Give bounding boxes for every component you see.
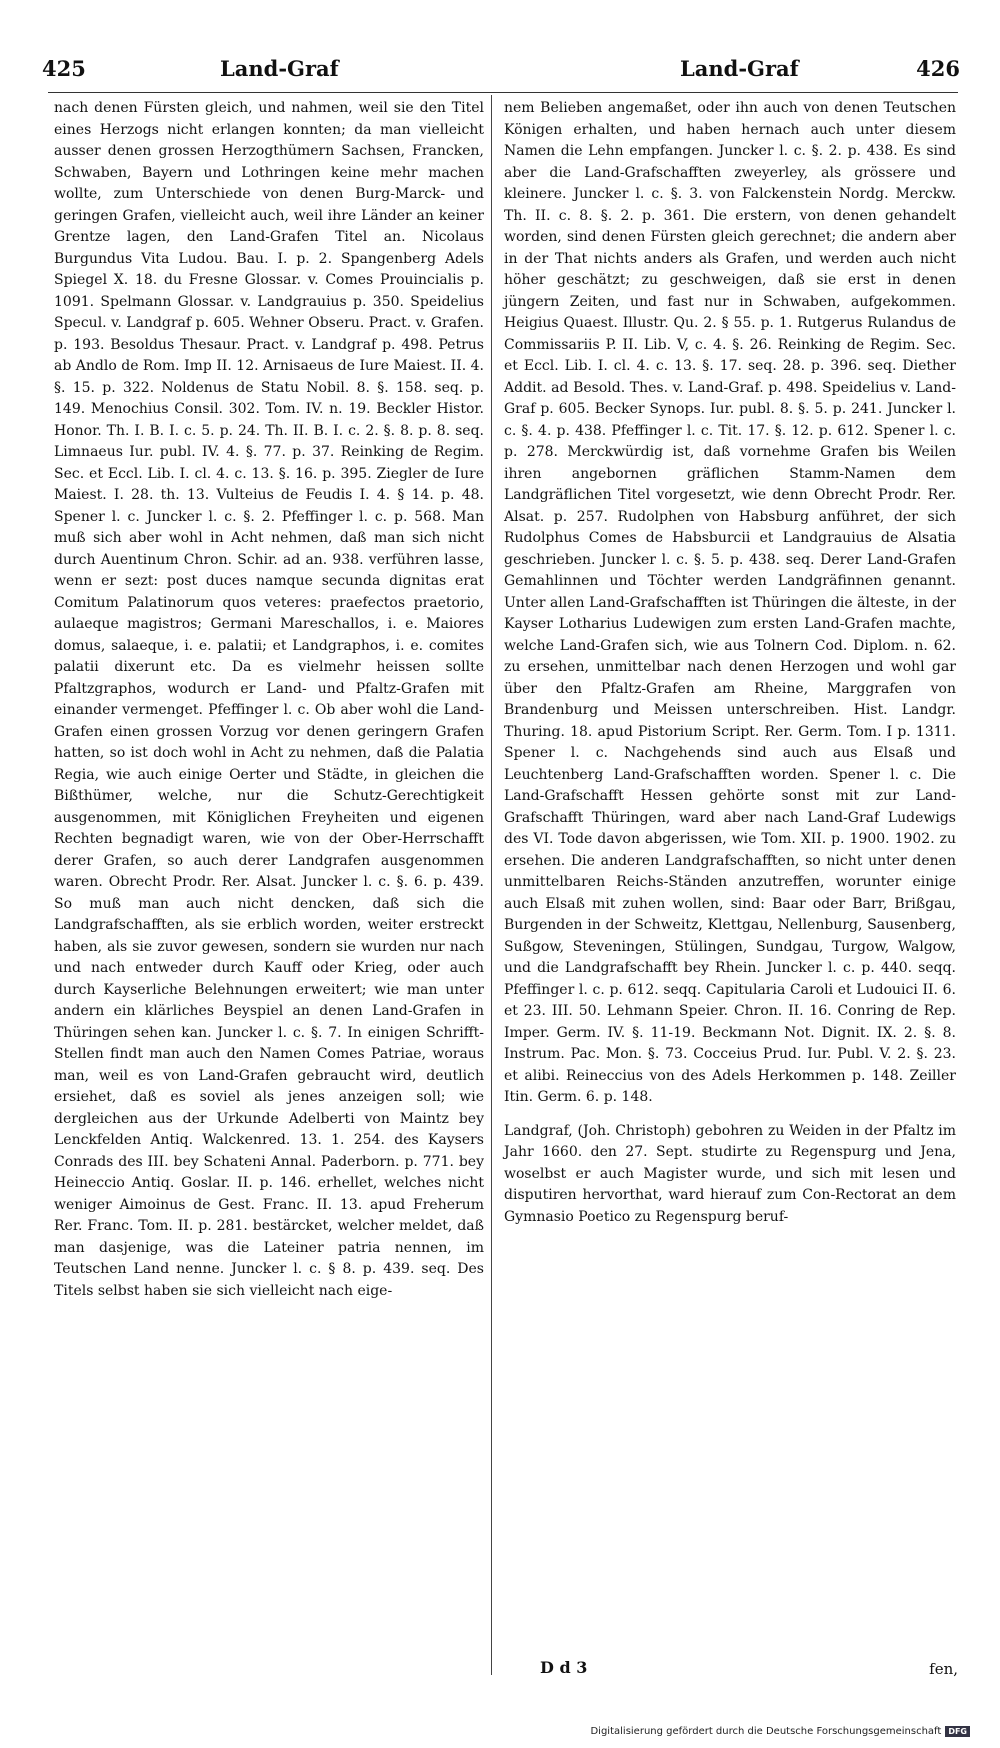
column-divider xyxy=(491,95,492,1675)
right-column xyxy=(504,98,956,1228)
right-column-text: nem Belieben angemaßet, oder ihn auch von denen Teutschen Königen erhalten, und haben hernach auch unter diesem Namen die Lehn empfangen. Juncker l. c. §. 2. p. 438. Es sind aber die Land-Grafschafften zweyerley, als grössere und kleinere. Juncker l. c. §. 3. von Falckenstein Nordg. Merckw. Th. II. c. 8. §. 2. p. 361. Die erstern, von denen gehandelt worden, sind denen Fürsten gleich gerechnet; die andern aber in der That nichts anders als Grafen, und werden auch nicht höher geschätzt; zu geschweigen, daß sie erst in denen jüngern Zeiten, und fast nur in Schwaben, aufgekommen. Heigius Quaest. Illustr. Qu. 2. § 55. p. 1. Rutgerus Rulandus de Commissariis P. II. Lib. V, c. 4. §. 26. Reinking de Regim. Sec. et Eccl. Lib. I. cl. 4. c. 13. §. 17. seq. 28. p. 396. seq. Diether Addit. ad Besold. Thes. v. Land-Graf. p. 498. Speidelius v. Land-Graf p. 605. Becker Synops. Iur. publ. 8. §. 5. p. 241. Juncker l. c. §. 4. p. 438. Pfeffinger l. c. Tit. 17. §. 12. p. 612. Spener l. c. p. 278. Merckwürdig ist, daß vornehme Grafen bis Weilen ihren angebornen gräflichen Stamm-Namen dem Landgräflichen Titel vorgesetzt, wie denn Obrecht Prodr. Rer. Alsat. p. 257. Rudolphen von Habsburg anführet, der sich Rudolphus Comes de Habsburcii et Landgrauius de Alsatia geschrieben. Juncker l. c. §. 5. p. 438. seq. Derer Land-Grafen Gemahlinnen und Töchter werden Landgräfinnen genannt. Unter allen Land-Grafschafften ist Thüringen die älteste, in der Kayser Lotharius Ludewigen zum ersten Land-Grafen machte, welche Land-Grafen sich, wie aus Tolnern Cod. Diplom. n. 62. zu ersehen, unmittelbar nach denen Herzogen und wohl gar über den Pfaltz-Grafen am Rheine, Marggrafen von Brandenburg und Meissen unterschreiben. Hist. Landgr. Thuring. 18. apud Pistorium Script. Rer. Germ. Tom. I p. 1311. Spener l. c. Nachgehends sind auch aus Elsaß und Leuchtenberg Land-Grafschafften worden. Spener l. c. Die Land-Grafschafft Hessen gehörte sonst mit zur Land-Grafschafft Thüringen, ward aber nach Land-Graf Ludewigs des VI. Tode davon abgerissen, wie Tom. XII. p. 1900. 1902. zu ersehen. Die anderen Landgrafschafften, so nicht unter denen unmittelbaren Reichs-Ständen anzutreffen, worunter einige auch Elsaß mit zuhen wollen, sind: Baar oder Barr, Brißgau, Burgenden in der Schweitz, Klettgau, Nellenburg, Sausenberg, Sußgow, Steveningen, Stülingen, Sundgau, Turgow, Walgow, und die Landgrafschafft bey Rhein. Juncker l. c. p. 440. seqq. Pfeffinger l. c. p. 612. seqq. Capitularia Caroli et Ludouici II. 6. et 23. III. 50. Lehmann Speier. Chron. II. 16. Conring de Rep. Imper. Germ. IV. §. 11-19. Beckmann Not. Dignit. IX. 2. §. 8. Instrum. Pac. Mon. §. 73. Cocceius Prud. Iur. Publ. V. 2. §. 23. et alibi. Reineccius von des Adels Herkommen p. 148. Zeiller Itin. Germ. 6. p. 148. xyxy=(504,100,956,1105)
page-number-right: 426 xyxy=(916,56,960,81)
dfg-logo: DFG xyxy=(945,1726,970,1737)
left-column-text: nach denen Fürsten gleich, und nahmen, weil sie den Titel eines Herzogs nicht erlangen konnten; da man vielleicht ausser denen grossen Herzogthümern Sachsen, Francken, Schwaben, Bayern und Lothringen keine mehr machen wollte, zum Unterschiede von denen Burg-Marck- und geringen Grafen, vielleicht auch, weil ihre Länder an keiner Grentze lagen, den Land-Grafen Titel an. Nicolaus Burgundus Vita Ludou. Bau. I. p. 2. Spangenberg Adels Spiegel X. 18. du Fresne Glossar. v. Comes Prouincialis p. 1091. Spelmann Glossar. v. Landgrauius p. 350. Speidelius Specul. v. Landgraf p. 605. Wehner Obseru. Pract. v. Grafen. p. 193. Besoldus Thesaur. Pract. v. Landgraf p. 498. Petrus ab Andlo de Rom. Imp II. 12. Arnisaeus de Iure Maiest. II. 4. §. 15. p. 322. Noldenus de Statu Nobil. 8. §. 158. seq. p. 149. Menochius Consil. 302. Tom. IV. n. 19. Beckler Histor. Honor. Th. I. B. I. c. 5. p. 24. Th. II. B. I. c. 2. §. 8. p. 8. seq. Limnaeus Iur. publ. IV. 4. §. 77. p. 37. Reinking de Regim. Sec. et Eccl. Lib. I. cl. 4. c. 13. §. 16. p. 395. Ziegler de Iure Maiest. I. 28. th. 13. Vulteius de Feudis I. 4. § 14. p. 48. Spener l. c. Juncker l. c. §. 2. Pfeffinger l. c. p. 568. Man muß sich aber wohl in Acht nehmen, daß man sich nicht durch Auentinum Chron. Schir. ad an. 938. verführen lasse, wenn er sezt: post duces namque secunda dignitas erat Comitum Palatinorum quos veteres: praefectos praetorio, aulaeque magistros; Germani Mareschallos, i. e. Maiores domus, salaeque, i. e. palatii; et Landgraphos, i. e. comites palatii dixerunt etc. Da es vielmehr heissen sollte Pfaltzgraphos, wodurch er Land- und Pfaltz-Grafen mit einander vermenget. Pfeffinger l. c. Ob aber wohl die Land-Grafen einen grossen Vorzug vor denen geringern Grafen hatten, so ist doch wohl in Acht zu nehmen, daß die Palatia Regia, wie auch einige Oerter und Städte, in gleichen die Bißthümer, welche, nur die Schutz-Gerechtigkeit ausgenommen, mit Königlichen Freyheiten und eigenen Rechten begnadigt waren, wie von der Ober-Herrschafft derer Grafen, so auch derer Landgrafen ausgenommen waren. Obrecht Prodr. Rer. Alsat. Juncker l. c. §. 6. p. 439. So muß man auch nicht dencken, daß sich die Landgrafschafften, als sie erblich worden, weiter erstreckt haben, als sie zuvor gewesen, sondern sie wurden nur nach und nach entweder durch Kauff oder Krieg, oder auch durch Kayserliche Belehnungen erweitert; wie man unter andern ein klärliches Beyspiel an denen Land-Grafen in Thüringen sehen kan. Juncker l. c. §. 7. In einigen Schrifft-Stellen findt man auch den Namen Comes Patriae, woraus man, weil es von Land-Grafen gebraucht wird, deutlich ersiehet, daß es soviel als jenes anzeigen soll; wie dergleichen aus der Urkunde Adelberti von Maintz bey Lenckfelden Antiq. Walckenred. 13. 1. 254. des Kaysers Conrads des III. bey Schateni Annal. Paderborn. p. 771. bey Heineccio Antiq. Goslar. II. p. 146. erhellet, welches nicht weniger Aimoinus de Gest. Franc. II. 13. apud Freherum Rer. Franc. Tom. II. p. 281. bestärcket, welcher meldet, daß man dasjenige, was die Lateiner patria nennen, im Teutschen Land nenne. Juncker l. c. § 8. p. 439. seq. Des Titels selbst haben sie sich vielleicht nach eige- xyxy=(54,100,484,1299)
running-title-right: Land-Graf xyxy=(680,56,799,81)
signature-mark: D d 3 xyxy=(540,1658,588,1677)
header-rule xyxy=(48,92,958,93)
catchword: fen, xyxy=(929,1660,958,1678)
digitization-credit xyxy=(590,1726,970,1737)
credit-text: Digitalisierung gefördert durch die Deutsche Forschungsgemeinschaft xyxy=(590,1726,942,1737)
left-column xyxy=(54,98,484,1302)
right-column-entry: Landgraf, (Joh. Christoph) gebohren zu Weiden in der Pfaltz im Jahr 1660. den 27. Sept. studirte zu Regenspurg und Jena, woselbst er auch Magister wurde, und sich mit lesen und disputiren hervorthat, ward hierauf zum Con-Rectorat an dem Gymnasio Poetico zu Regenspurg beruf- xyxy=(504,1122,956,1225)
running-title-left: Land-Graf xyxy=(220,56,339,81)
page-number-left: 425 xyxy=(42,56,86,81)
page-header xyxy=(40,50,960,90)
